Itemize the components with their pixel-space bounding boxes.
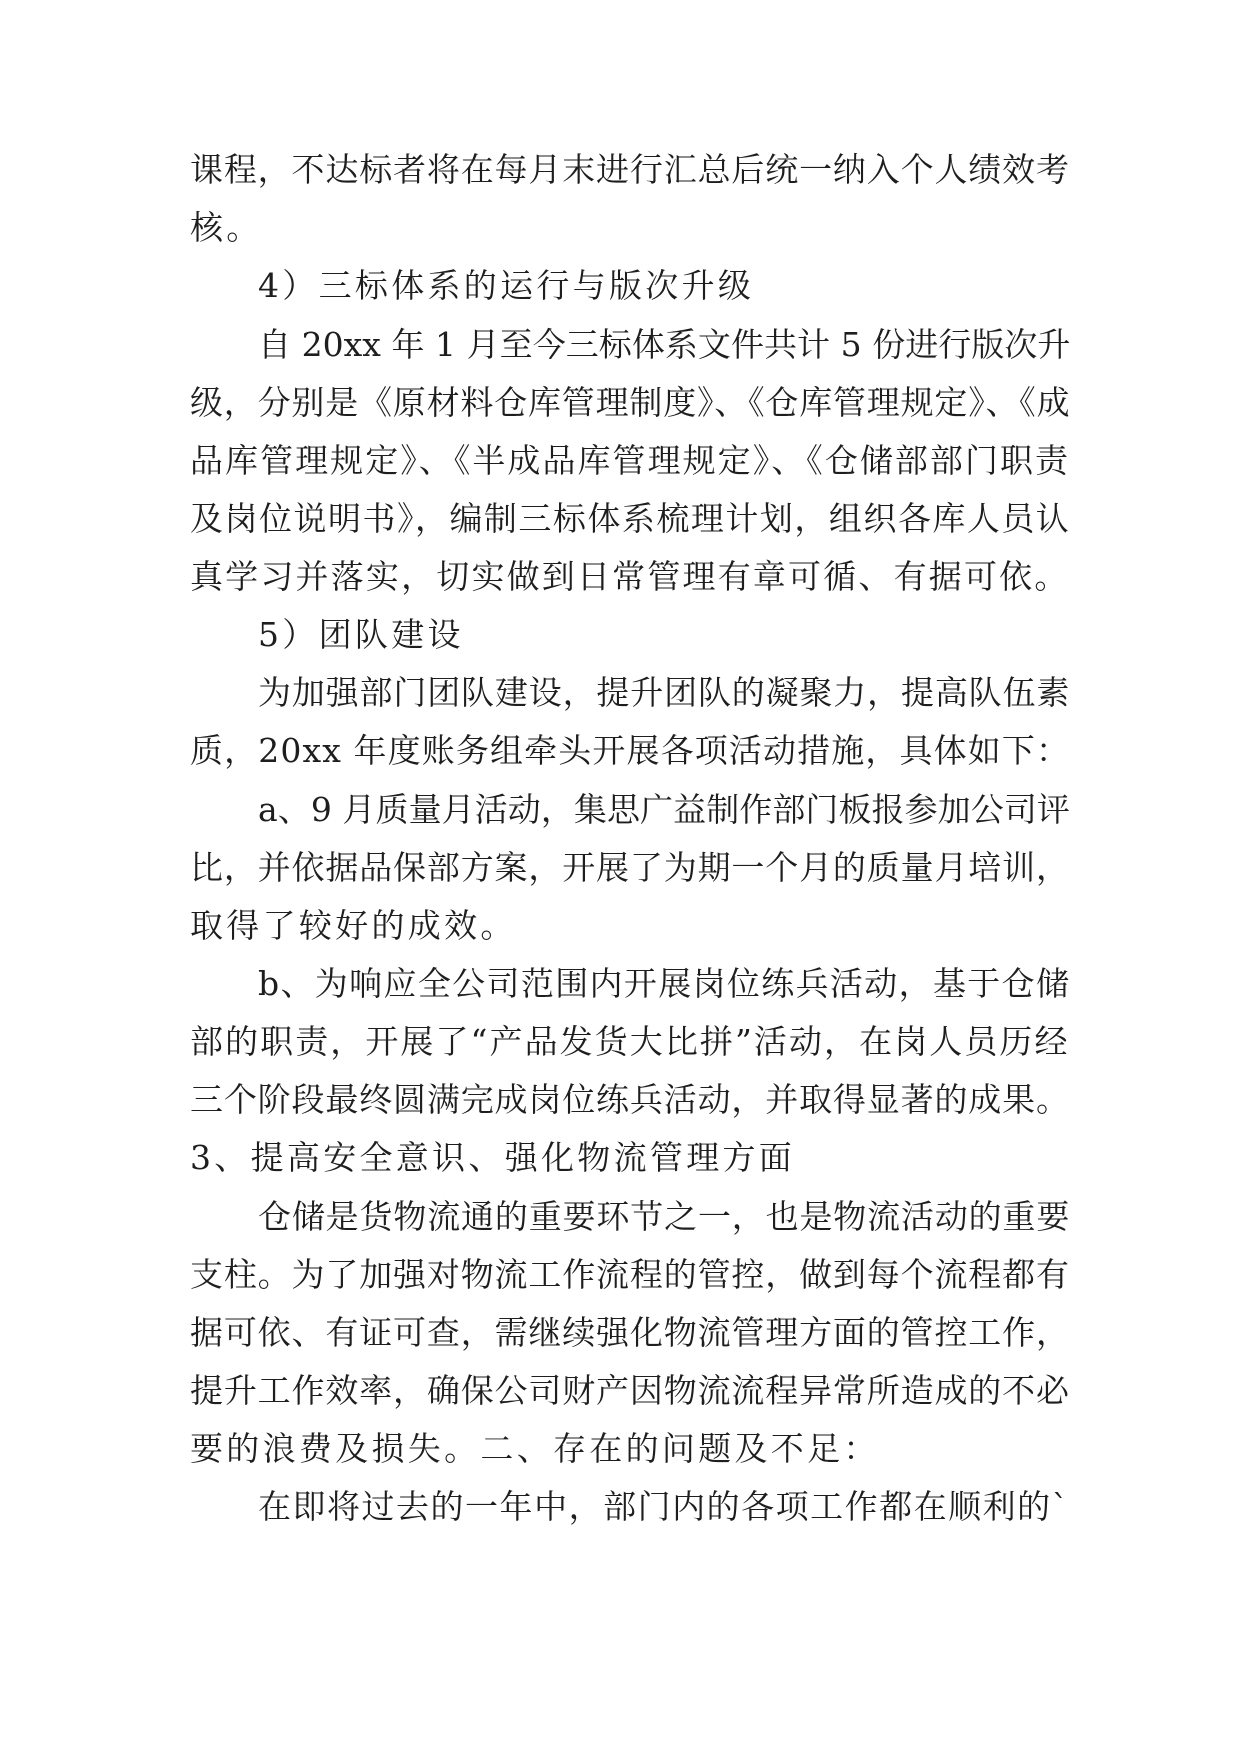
text-line: 提升工作效率，确保公司财产因物流流程异常所造成的不必	[190, 1371, 1070, 1410]
text-line: 品库管理规定》、《半成品库管理规定》、《仓储部部门职责	[190, 441, 1071, 480]
text-line: 比，并依据品保部方案，开展了为期一个月的质量月培训，	[190, 848, 1070, 887]
text-line: a、9 月质量月活动，集思广益制作部门板报参加公司评	[258, 790, 1070, 829]
text-line: 部的职责，开展了“产品发货大比拼”活动，在岗人员历经	[190, 1022, 1070, 1061]
section-heading: 3、提高安全意识、强化物流管理方面	[190, 1138, 796, 1177]
text-line: 取得了较好的成效。	[190, 906, 517, 945]
text-line: 自 20xx 年 1 月至今三标体系文件共计 5 份进行版次升	[258, 325, 1071, 364]
text-line: 仓储是货物流通的重要环节之一，也是物流活动的重要	[258, 1197, 1071, 1236]
text-line: 核。	[190, 208, 263, 247]
section-heading: 5）团队建设	[258, 615, 464, 654]
text-line: 质，20xx 年度账务组牵头开展各项活动措施，具体如下：	[190, 731, 1071, 770]
text-line: 三个阶段最终圆满完成岗位练兵活动，并取得显著的成果。	[190, 1080, 1070, 1119]
text-line: b、为响应全公司范围内开展岗位练兵活动，基于仓储	[258, 964, 1071, 1003]
text-line: 要的浪费及损失。二、存在的问题及不足：	[190, 1429, 880, 1468]
text-line: 在即将过去的一年中，部门内的各项工作都在顺利的`	[258, 1487, 1070, 1526]
text-line: 据可依、有证可查，需继续强化物流管理方面的管控工作，	[190, 1313, 1070, 1352]
text-line: 为加强部门团队建设，提升团队的凝聚力，提高队伍素	[258, 673, 1071, 712]
text-line: 级，分别是《原材料仓库管理制度》、《仓库管理规定》、《成	[190, 383, 1071, 422]
section-heading: 4）三标体系的运行与版次升级	[258, 266, 755, 305]
text-line: 真学习并落实，切实做到日常管理有章可循、有据可依。	[190, 557, 1070, 596]
text-line: 支柱。为了加强对物流工作流程的管控，做到每个流程都有	[190, 1255, 1070, 1294]
text-line: 课程，不达标者将在每月末进行汇总后统一纳入个人绩效考	[190, 150, 1070, 189]
text-line: 及岗位说明书》，编制三标体系梳理计划，组织各库人员认	[190, 499, 1071, 538]
